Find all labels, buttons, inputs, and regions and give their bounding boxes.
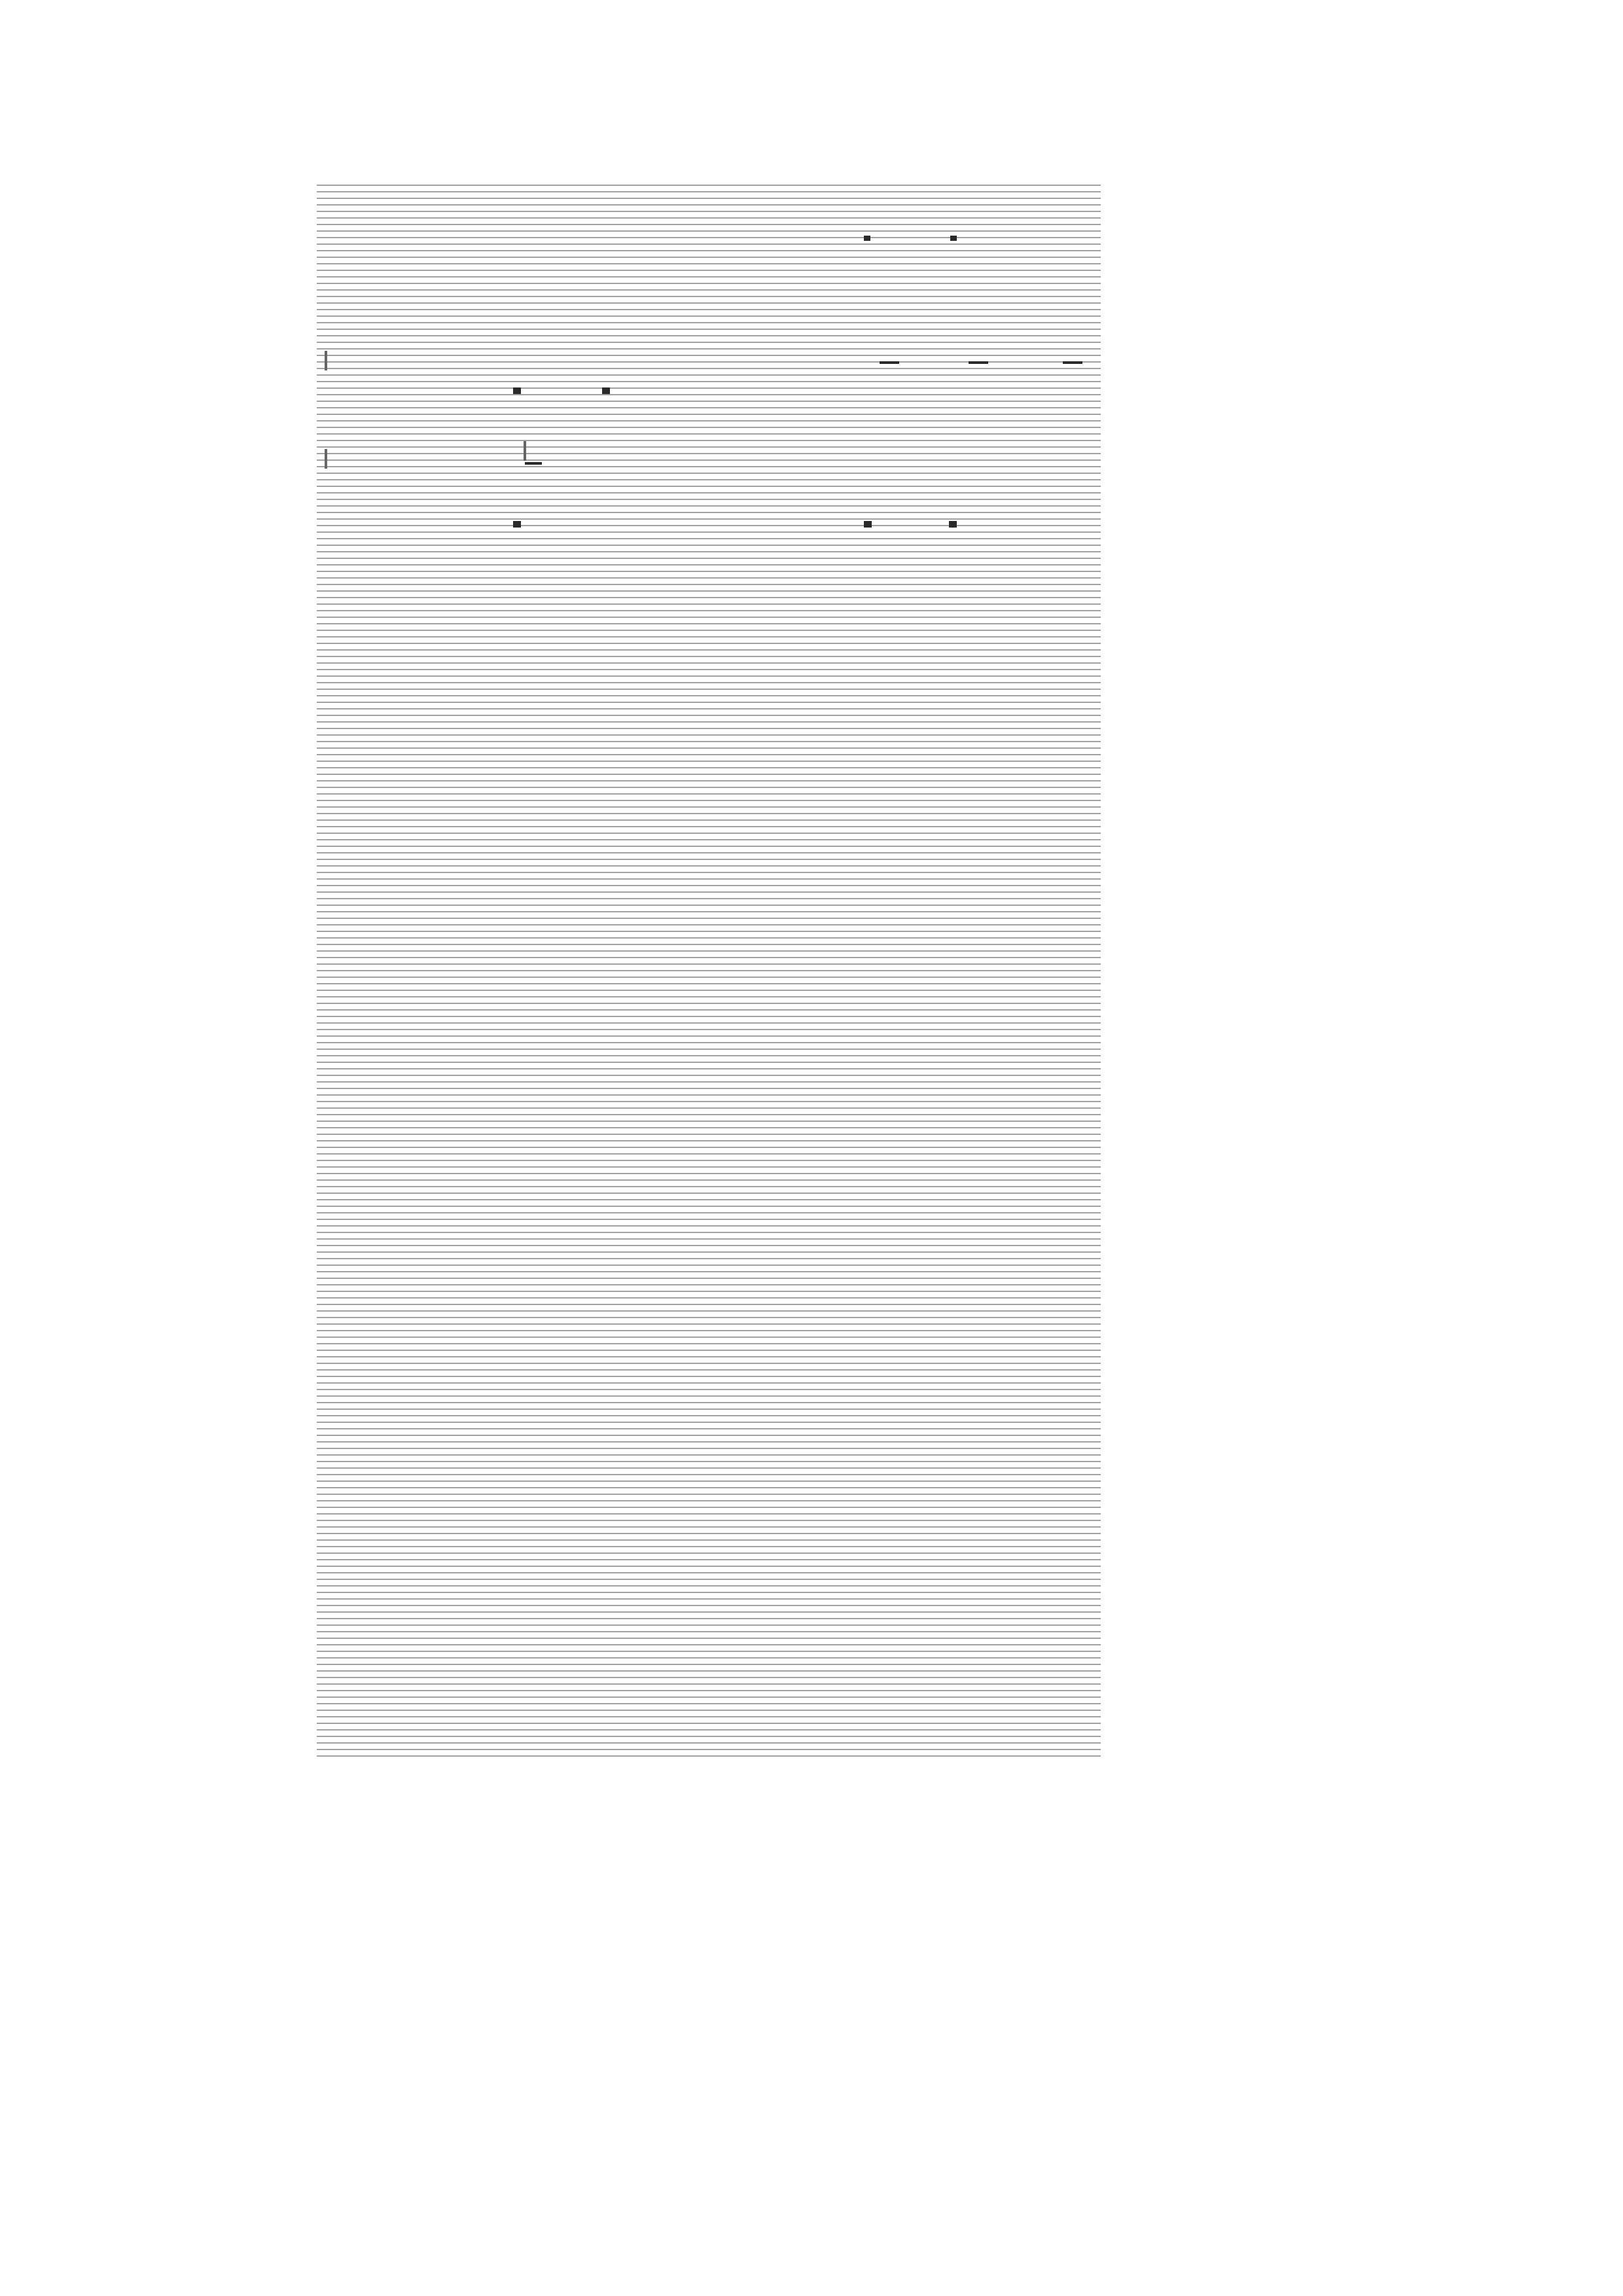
redacted-circuit-diagram [317, 216, 1101, 556]
